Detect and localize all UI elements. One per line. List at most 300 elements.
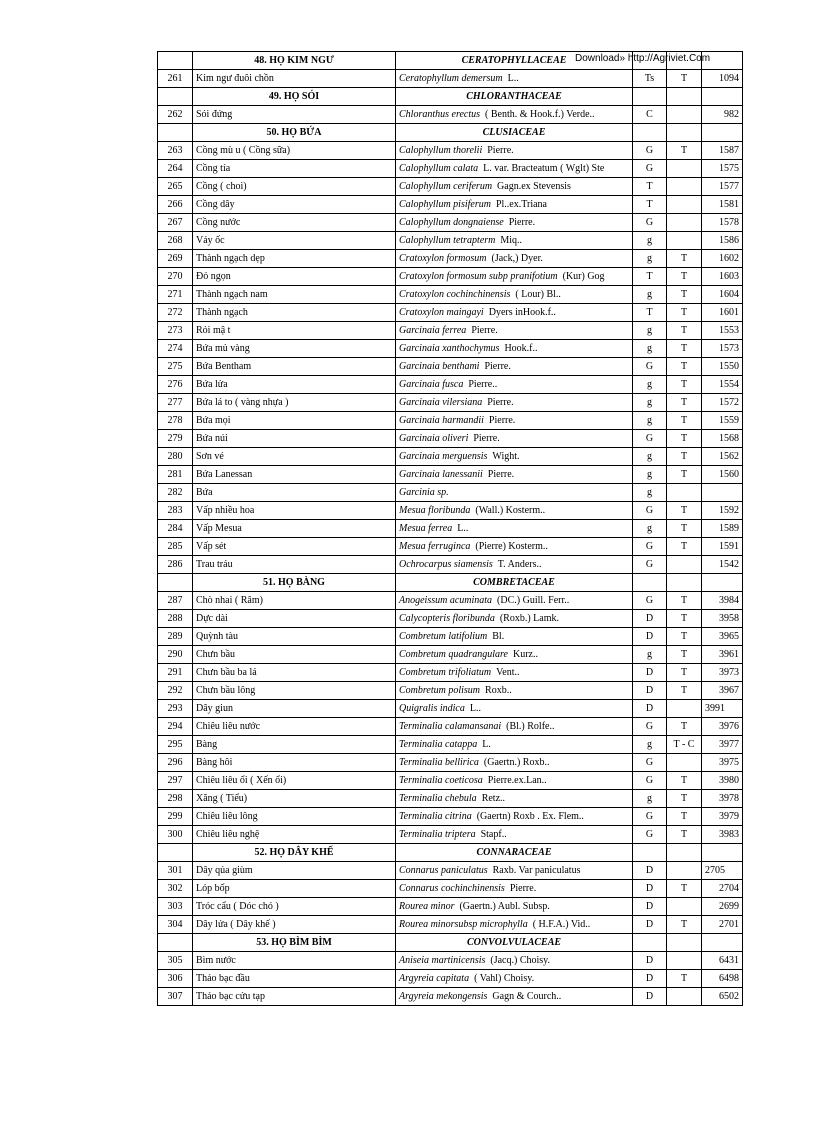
row-number: 307 <box>158 988 193 1006</box>
species-row <box>158 664 743 682</box>
life-form: D <box>633 898 667 916</box>
species-code: 6431 <box>702 952 743 970</box>
row-number: 263 <box>158 142 193 160</box>
species-code: 1550 <box>702 358 743 376</box>
author-citation: Miq.. <box>500 235 523 246</box>
life-form: G <box>633 718 667 736</box>
use-status <box>667 178 702 196</box>
scientific-name <box>396 268 633 286</box>
species-row <box>158 700 743 718</box>
use-status: T <box>667 682 702 700</box>
genus-species: Cratoxylon maingayi <box>399 307 484 318</box>
genus-species: Terminalia calamansanai <box>399 721 502 732</box>
group-cell <box>633 844 667 862</box>
life-form: g <box>633 232 667 250</box>
author-citation: Kurz.. <box>512 649 538 660</box>
genus-species: Calophyllum ceriferum <box>399 181 493 192</box>
genus-species: Garcinaia merguensis <box>399 451 488 462</box>
row-number: 261 <box>158 70 193 88</box>
species-row <box>158 484 743 502</box>
use-status <box>667 898 702 916</box>
scientific-name <box>396 70 633 88</box>
use-status: T <box>667 664 702 682</box>
author-citation: L.. <box>457 523 469 534</box>
species-row <box>158 916 743 934</box>
author-citation: (Kur) Gog <box>562 271 605 282</box>
use-status: T <box>667 502 702 520</box>
life-form: T <box>633 196 667 214</box>
scientific-name <box>396 214 633 232</box>
life-form: G <box>633 358 667 376</box>
species-code: 6502 <box>702 988 743 1006</box>
genus-species: Argyreia capitata <box>399 973 470 984</box>
row-number-cell <box>158 124 193 142</box>
use-status: T <box>667 880 702 898</box>
genus-species: Garcinaia xanthochymus <box>399 343 500 354</box>
use-status: T <box>667 448 702 466</box>
scientific-name <box>396 484 633 502</box>
row-number: 271 <box>158 286 193 304</box>
scientific-name <box>396 106 633 124</box>
row-number: 272 <box>158 304 193 322</box>
genus-species: Garcinaia vilersiana <box>399 397 483 408</box>
use-status: T <box>667 592 702 610</box>
species-code: 3973 <box>702 664 743 682</box>
use-status: T <box>667 340 702 358</box>
species-code: 1575 <box>702 160 743 178</box>
species-code: 3978 <box>702 790 743 808</box>
life-form: g <box>633 790 667 808</box>
row-number: 293 <box>158 700 193 718</box>
genus-species: Calophyllum calata <box>399 163 479 174</box>
vietnamese-name: Bứa mủ vàng <box>193 340 396 358</box>
family-scientific-name: CLUSIACEAE <box>396 124 633 142</box>
author-citation: Pierre.. <box>468 379 498 390</box>
species-code: 1542 <box>702 556 743 574</box>
scientific-name <box>396 952 633 970</box>
author-citation: (Jacq.) Choisy. <box>490 955 551 966</box>
author-citation: (Wall.) Kosterm.. <box>475 505 546 516</box>
species-row <box>158 70 743 88</box>
status-cell <box>667 88 702 106</box>
author-citation: Bl. <box>492 631 505 642</box>
species-row <box>158 592 743 610</box>
genus-species: Terminalia catappa <box>399 739 478 750</box>
genus-species: Terminalia bellirica <box>399 757 479 768</box>
life-form: g <box>633 520 667 538</box>
species-code: 1562 <box>702 448 743 466</box>
row-number: 291 <box>158 664 193 682</box>
author-citation: (Bl.) Rolfe.. <box>506 721 555 732</box>
genus-species: Rourea minor <box>399 901 455 912</box>
species-code: 1587 <box>702 142 743 160</box>
vietnamese-name: Vấp nhiều hoa <box>193 502 396 520</box>
scientific-name <box>396 196 633 214</box>
species-code: 1601 <box>702 304 743 322</box>
vietnamese-name: Vảy ốc <box>193 232 396 250</box>
life-form: D <box>633 988 667 1006</box>
genus-species: Argyreia mekongensis <box>399 991 488 1002</box>
species-row <box>158 988 743 1006</box>
use-status <box>667 862 702 880</box>
life-form: T <box>633 268 667 286</box>
scientific-name <box>396 988 633 1006</box>
life-form: G <box>633 556 667 574</box>
use-status <box>667 952 702 970</box>
genus-species: Combretum polisum <box>399 685 481 696</box>
genus-species: Terminalia coeticosa <box>399 775 483 786</box>
species-row <box>158 286 743 304</box>
species-code: 1591 <box>702 538 743 556</box>
scientific-name <box>396 232 633 250</box>
life-form: D <box>633 952 667 970</box>
genus-species: Calophyllum dongnaiense <box>399 217 504 228</box>
use-status <box>667 214 702 232</box>
scientific-name <box>396 358 633 376</box>
vietnamese-name: Bứa Bentham <box>193 358 396 376</box>
scientific-name <box>396 826 633 844</box>
use-status <box>667 106 702 124</box>
author-citation: Gagn & Courch.. <box>492 991 562 1002</box>
life-form: g <box>633 322 667 340</box>
species-row <box>158 718 743 736</box>
row-number-cell <box>158 844 193 862</box>
use-status: T <box>667 808 702 826</box>
row-number: 275 <box>158 358 193 376</box>
code-cell <box>702 88 743 106</box>
author-citation: T. Anders.. <box>497 559 542 570</box>
family-scientific-name: CERATOPHYLLACEAE <box>396 52 633 70</box>
species-code: 1577 <box>702 178 743 196</box>
use-status: T <box>667 628 702 646</box>
row-number: 294 <box>158 718 193 736</box>
use-status: T <box>667 322 702 340</box>
author-citation: Pierre. <box>487 469 515 480</box>
author-citation: Pierre. <box>473 433 500 444</box>
species-row <box>158 880 743 898</box>
scientific-name <box>396 880 633 898</box>
genus-species: Garcinaia harmandii <box>399 415 484 426</box>
code-cell <box>702 934 743 952</box>
scientific-name <box>396 556 633 574</box>
row-number: 280 <box>158 448 193 466</box>
family-scientific-name: CHLORANTHACEAE <box>396 88 633 106</box>
row-number: 288 <box>158 610 193 628</box>
genus-species: Terminalia chebula <box>399 793 477 804</box>
species-code: 3975 <box>702 754 743 772</box>
use-status: T <box>667 430 702 448</box>
life-form: D <box>633 916 667 934</box>
vietnamese-name: Cồng nước <box>193 214 396 232</box>
author-citation: Hook.f.. <box>504 343 538 354</box>
species-table <box>157 51 743 1006</box>
row-number: 267 <box>158 214 193 232</box>
row-number: 279 <box>158 430 193 448</box>
species-code: 3958 <box>702 610 743 628</box>
scientific-name <box>396 682 633 700</box>
genus-species: Aniseia martinicensis <box>399 955 486 966</box>
author-citation: ( H.F.A.) Vid.. <box>532 919 591 930</box>
row-number: 301 <box>158 862 193 880</box>
species-row <box>158 754 743 772</box>
author-citation: Gagn.ex Stevensis <box>497 181 571 192</box>
species-row <box>158 898 743 916</box>
status-cell <box>667 844 702 862</box>
life-form: g <box>633 286 667 304</box>
code-cell <box>702 124 743 142</box>
vietnamese-name: Chưn bầu lông <box>193 682 396 700</box>
use-status: T <box>667 790 702 808</box>
use-status: T <box>667 376 702 394</box>
life-form: G <box>633 754 667 772</box>
author-citation: Pl..ex.Triana <box>495 199 547 210</box>
species-code: 1592 <box>702 502 743 520</box>
species-row <box>158 862 743 880</box>
species-row <box>158 304 743 322</box>
vietnamese-name: Cồng tía <box>193 160 396 178</box>
family-header-row <box>158 934 743 952</box>
use-status <box>667 196 702 214</box>
use-status: T <box>667 466 702 484</box>
species-row <box>158 340 743 358</box>
vietnamese-name: Chiêu liêu nghệ <box>193 826 396 844</box>
family-vietnamese-name: 50. HỌ BỨA <box>193 124 396 142</box>
scientific-name <box>396 916 633 934</box>
family-vietnamese-name: 52. HỌ DÂY KHẾ <box>193 844 396 862</box>
vietnamese-name: Bứa lửa <box>193 376 396 394</box>
vietnamese-name: Bàng hôi <box>193 754 396 772</box>
author-citation: ( Lour) Bl.. <box>515 289 561 300</box>
life-form: T <box>633 178 667 196</box>
species-row <box>158 142 743 160</box>
author-citation: ( Benth. & Hook.f.) Verde.. <box>485 109 595 120</box>
vietnamese-name: Thành ngạch <box>193 304 396 322</box>
vietnamese-name: Rỏi mậ t <box>193 322 396 340</box>
family-vietnamese-name: 49. HỌ SÓI <box>193 88 396 106</box>
vietnamese-name: Lóp bốp <box>193 880 396 898</box>
vietnamese-name: Bàng <box>193 736 396 754</box>
author-citation: Pierre. <box>484 361 511 372</box>
species-code: 3980 <box>702 772 743 790</box>
use-status: T <box>667 250 702 268</box>
species-row <box>158 376 743 394</box>
author-citation: Pierre. <box>471 325 498 336</box>
scientific-name <box>396 646 633 664</box>
row-number: 286 <box>158 556 193 574</box>
scientific-name <box>396 898 633 916</box>
use-status <box>667 232 702 250</box>
status-cell <box>667 574 702 592</box>
group-cell <box>633 934 667 952</box>
author-citation: Wight. <box>492 451 520 462</box>
species-row <box>158 736 743 754</box>
author-citation: Raxb. Var paniculatus <box>492 865 581 876</box>
author-citation: Pierre. <box>508 217 536 228</box>
vietnamese-name: Thành ngạch nam <box>193 286 396 304</box>
author-citation: Pierre.ex.Lan.. <box>487 775 547 786</box>
scientific-name <box>396 592 633 610</box>
row-number: 277 <box>158 394 193 412</box>
species-row <box>158 520 743 538</box>
species-code: 1553 <box>702 322 743 340</box>
genus-species: Garcinia sp. <box>399 487 449 498</box>
author-citation: L.. <box>507 73 519 84</box>
life-form: D <box>633 610 667 628</box>
species-row <box>158 772 743 790</box>
use-status <box>667 484 702 502</box>
use-status: T <box>667 826 702 844</box>
species-row <box>158 502 743 520</box>
life-form: g <box>633 250 667 268</box>
species-row <box>158 646 743 664</box>
species-code: 1603 <box>702 268 743 286</box>
vietnamese-name: Dây lửa ( Dây khế ) <box>193 916 396 934</box>
scientific-name <box>396 376 633 394</box>
vietnamese-name: Sói đứng <box>193 106 396 124</box>
vietnamese-name: Xăng ( Tiểu) <box>193 790 396 808</box>
use-status: T <box>667 916 702 934</box>
vietnamese-name: Thành ngạch dẹp <box>193 250 396 268</box>
scientific-name <box>396 718 633 736</box>
row-number: 268 <box>158 232 193 250</box>
life-form: T <box>633 304 667 322</box>
use-status: T <box>667 412 702 430</box>
life-form: g <box>633 466 667 484</box>
watermark-text: Download» http://Agriviet.Com <box>575 53 711 64</box>
row-number: 266 <box>158 196 193 214</box>
vietnamese-name: Chiêu liêu lông <box>193 808 396 826</box>
life-form: Ts <box>633 70 667 88</box>
vietnamese-name: Tróc cẩu ( Dóc chó ) <box>193 898 396 916</box>
vietnamese-name: Kim ngư đuôi chồn <box>193 70 396 88</box>
life-form: g <box>633 646 667 664</box>
family-header-row <box>158 844 743 862</box>
scientific-name <box>396 160 633 178</box>
vietnamese-name: Bứa lá to ( vàng nhựa ) <box>193 394 396 412</box>
genus-species: Ceratophyllum demersum <box>399 73 503 84</box>
scientific-name <box>396 520 633 538</box>
vietnamese-name: Vấp sét <box>193 538 396 556</box>
genus-species: Connarus cochinchinensis <box>399 883 505 894</box>
scientific-name <box>396 628 633 646</box>
scientific-name <box>396 286 633 304</box>
life-form: D <box>633 664 667 682</box>
scientific-name <box>396 250 633 268</box>
life-form: D <box>633 700 667 718</box>
species-code: 1589 <box>702 520 743 538</box>
vietnamese-name: Sơn vé <box>193 448 396 466</box>
genus-species: Calophyllum thorelii <box>399 145 483 156</box>
species-row <box>158 268 743 286</box>
species-row <box>158 430 743 448</box>
species-code: 2705 <box>702 862 743 880</box>
author-citation: L.. <box>469 703 481 714</box>
use-status: T <box>667 646 702 664</box>
row-number: 276 <box>158 376 193 394</box>
species-code: 2699 <box>702 898 743 916</box>
scientific-name <box>396 736 633 754</box>
author-citation: Pierre. <box>487 145 514 156</box>
species-code: 3984 <box>702 592 743 610</box>
scientific-name <box>396 412 633 430</box>
species-code: 3976 <box>702 718 743 736</box>
scientific-name <box>396 754 633 772</box>
vietnamese-name: Bìm nước <box>193 952 396 970</box>
species-code: 2704 <box>702 880 743 898</box>
species-row <box>158 196 743 214</box>
use-status: T <box>667 538 702 556</box>
scientific-name <box>396 178 633 196</box>
family-scientific-name: COMBRETACEAE <box>396 574 633 592</box>
use-status <box>667 700 702 718</box>
row-number-cell <box>158 574 193 592</box>
species-code: 1572 <box>702 394 743 412</box>
use-status <box>667 160 702 178</box>
species-code: 1559 <box>702 412 743 430</box>
scientific-name <box>396 790 633 808</box>
species-code: 982 <box>702 106 743 124</box>
genus-species: Rourea minorsubsp microphylla <box>399 919 528 930</box>
life-form: D <box>633 628 667 646</box>
life-form: G <box>633 430 667 448</box>
vietnamese-name: Bứa Lanessan <box>193 466 396 484</box>
genus-species: Combretum trifoliatum <box>399 667 492 678</box>
vietnamese-name: Dây giun <box>193 700 396 718</box>
author-citation: L. var. Bracteatum ( Wglt) Ste <box>483 163 605 174</box>
species-code: 3967 <box>702 682 743 700</box>
status-cell <box>667 124 702 142</box>
use-status <box>667 988 702 1006</box>
row-number: 265 <box>158 178 193 196</box>
life-form: g <box>633 412 667 430</box>
author-citation: (Gaertn) Roxb . Ex. Flem.. <box>476 811 584 822</box>
life-form: g <box>633 340 667 358</box>
scientific-name <box>396 142 633 160</box>
scientific-name <box>396 970 633 988</box>
genus-species: Chloranthus erectus <box>399 109 481 120</box>
life-form: g <box>633 394 667 412</box>
life-form: D <box>633 862 667 880</box>
vietnamese-name: Chiêu liêu ổi ( Xến ổi) <box>193 772 396 790</box>
family-header-row <box>158 88 743 106</box>
row-number-cell <box>158 52 193 70</box>
species-code: 1581 <box>702 196 743 214</box>
row-number: 270 <box>158 268 193 286</box>
use-status: T <box>667 718 702 736</box>
use-status <box>667 754 702 772</box>
life-form: G <box>633 538 667 556</box>
author-citation: (DC.) Guill. Ferr.. <box>497 595 570 606</box>
use-status: T <box>667 772 702 790</box>
use-status: T <box>667 304 702 322</box>
vietnamese-name: Đỏ ngọn <box>193 268 396 286</box>
life-form: G <box>633 214 667 232</box>
species-row <box>158 214 743 232</box>
scientific-name <box>396 808 633 826</box>
species-code: 3961 <box>702 646 743 664</box>
genus-species: Connarus paniculatus <box>399 865 488 876</box>
vietnamese-name: Chiêu liêu nước <box>193 718 396 736</box>
genus-species: Garcinaia fusca <box>399 379 464 390</box>
row-number: 284 <box>158 520 193 538</box>
vietnamese-name: Bứa mọi <box>193 412 396 430</box>
species-code: 3965 <box>702 628 743 646</box>
author-citation: Stapf.. <box>480 829 507 840</box>
row-number: 304 <box>158 916 193 934</box>
scientific-name <box>396 772 633 790</box>
species-row <box>158 160 743 178</box>
vietnamese-name: Cồng ( choi) <box>193 178 396 196</box>
